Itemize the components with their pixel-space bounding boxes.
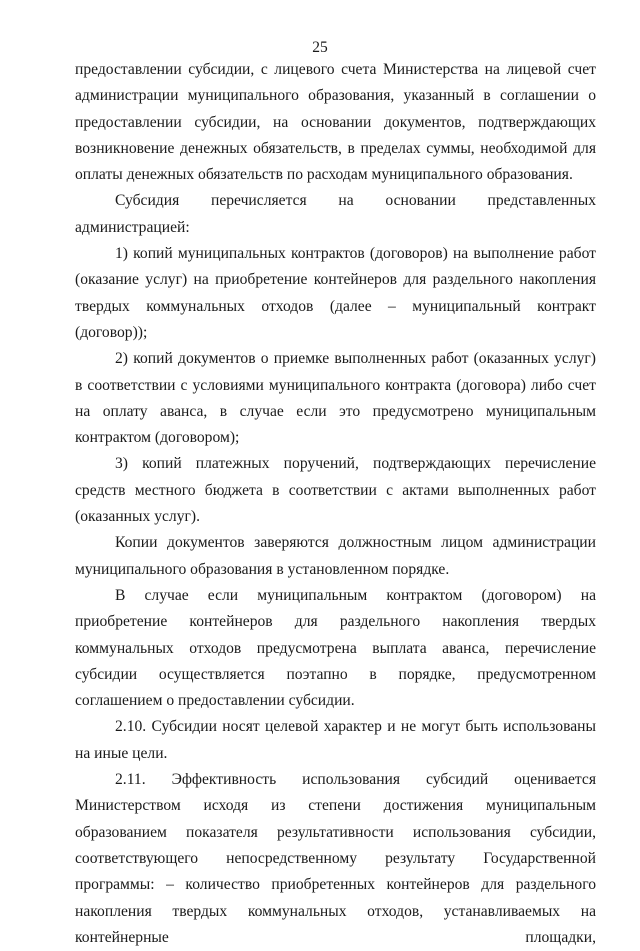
document-body: [75, 57, 596, 951]
clause-2-11: 2.11. Эффективность использования субсидий оценивается Министерством исходя из степени достижения муниципальным образованием показателя результативности использования субсидии, соответствующего непосредственному результату Государственной программы: – количество приобретенных контейнеров для раздельного накопления твердых коммунальных отходов, устанавливаемых на контейнерные площадки,: [75, 771, 596, 946]
list-item-payment-orders: 3) копий платежных поручений, подтверждающих перечисление средств местного бюджета в соответствии с актами выполненных работ (оказанных услуг).: [75, 455, 596, 526]
list-item-acceptance-documents: 2) копий документов о приемке выполненных работ (оказанных услуг) в соответствии с условиями муниципального контракта (договора) либо счет на оплату аванса, в случае если это предусмотрено муниципальным контрактом (договором);: [75, 350, 596, 447]
paragraph-document-certification: Копии документов заверяются должностным лицом администрации муниципального образования в установленном порядке.: [75, 534, 596, 578]
paragraph-subsidy-transfer: предоставлении субсидии, с лицевого счета Министерства на лицевой счет администрации муниципального образования, указанный в соглашении о предоставлении субсидии, на основании документов, подтверждающих возникновение денежных обязательств, в пределах суммы, необходимой для оплаты денежных обязательств по расходам муниципального образования.: [75, 61, 596, 184]
paragraph-advance-payment: В случае если муниципальным контрактом (договором) на приобретение контейнеров для раздельного накопления твердых коммунальных отходов предусмотрена выплата аванса, перечисление субсидии осуществляется поэтапно в порядке, предусмотренном соглашением о предоставлении субсидии.: [75, 586, 596, 710]
list-item-contracts: 1) копий муниципальных контрактов (договоров) на выполнение работ (оказание услуг) на приобретение контейнеров для раздельного накопления твердых коммунальных отходов (далее – муниципальный контракт (договор));: [75, 245, 596, 341]
page-number: 25: [312, 39, 328, 56]
paragraph-subsidy-basis: Субсидия перечисляется на основании представленных администрацией:: [75, 192, 596, 236]
clause-2-10: 2.10. Субсидии носят целевой характер и не могут быть использованы на иные цели.: [75, 718, 596, 762]
